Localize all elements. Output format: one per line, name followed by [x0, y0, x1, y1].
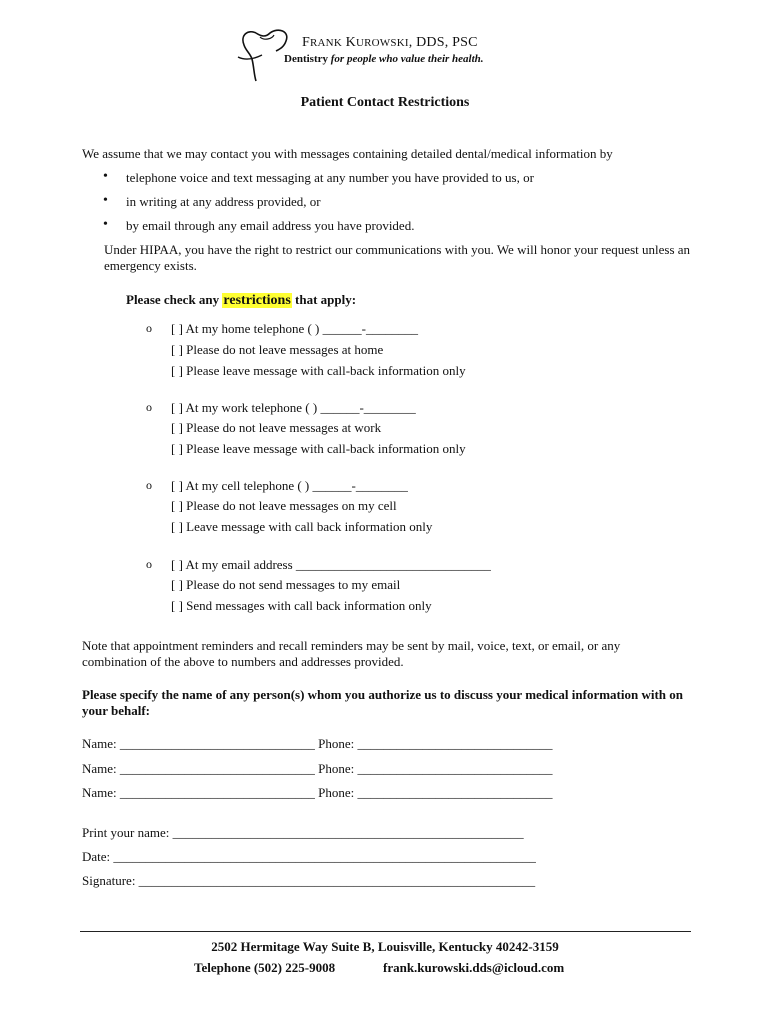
check-prompt — [126, 292, 356, 309]
bullet-item-phone: telephone voice and text messaging at any number you have provided to us, or — [126, 170, 534, 185]
bullet-item-email: by email through any email address you have provided. — [126, 218, 415, 233]
tagline — [284, 53, 484, 65]
checkbox-home-telephone[interactable]: [ ] At my home telephone ( ) ______-________ — [171, 321, 418, 336]
practice-suffix: , DDS, PSC — [408, 35, 478, 50]
checkbox-no-messages-cell[interactable]: [ ] Please do not leave messages on my cell — [171, 498, 397, 513]
check-prompt-after: that apply: — [291, 292, 357, 307]
authorize-text: Please specify the name of any person(s) whom you authorize us to discuss your medical information with on your behalf: — [82, 687, 684, 718]
check-prompt-before: Please check any — [126, 292, 223, 307]
tagline-rest: for people who value their health. — [328, 53, 484, 65]
date-field[interactable]: Date: _________________________________________________________________ — [82, 849, 536, 864]
footer-address: 2502 Hermitage Way Suite B, Louisville, Kentucky 40242-3159 — [211, 939, 559, 954]
circle-bullet-icon: o — [146, 400, 152, 414]
footer-phone: Telephone (502) 225-9008 — [194, 960, 336, 975]
checkbox-callback-home[interactable]: [ ] Please leave message with call-back information only — [171, 363, 466, 378]
bullet-icon: • — [103, 193, 108, 208]
checkbox-cell-telephone[interactable]: [ ] At my cell telephone ( ) ______-________ — [171, 478, 408, 493]
authorized-contact-row-3[interactable]: Name: ______________________________ Phone: ______________________________ — [82, 785, 553, 800]
checkbox-work-telephone[interactable]: [ ] At my work telephone ( ) ______-________ — [171, 400, 416, 415]
authorized-contact-row-1[interactable]: Name: ______________________________ Phone: ______________________________ — [82, 736, 553, 751]
print-name-field[interactable]: Print your name: ______________________________________________________ — [82, 825, 524, 840]
practice-name-initial-first: F — [302, 35, 310, 50]
checkbox-no-messages-work[interactable]: [ ] Please do not leave messages at work — [171, 420, 382, 435]
circle-bullet-icon: o — [146, 557, 152, 571]
checkbox-callback-email[interactable]: [ ] Send messages with call back information only — [171, 598, 432, 613]
highlighted-restrictions: restrictions — [223, 293, 291, 308]
circle-bullet-icon: o — [146, 321, 152, 335]
tagline-dentistry: Dentistry — [284, 53, 328, 65]
practice-name-first-rest: RANK — [310, 37, 342, 49]
intro-text: We assume that we may contact you with messages containing detailed dental/medical information by — [82, 146, 613, 161]
bullet-icon: • — [103, 169, 108, 184]
checkbox-no-messages-home[interactable]: [ ] Please do not leave messages at home — [171, 342, 384, 357]
footer-divider — [80, 931, 691, 932]
checkbox-callback-cell[interactable]: [ ] Leave message with call back information only — [171, 519, 433, 534]
document-title: Patient Contact Restrictions — [300, 95, 470, 110]
checkbox-no-messages-email[interactable]: [ ] Please do not send messages to my email — [171, 577, 401, 592]
checkbox-callback-work[interactable]: [ ] Please leave message with call-back information only — [171, 441, 466, 456]
bullet-icon: • — [103, 217, 108, 232]
bullet-item-writing: in writing at any address provided, or — [126, 194, 321, 209]
footer-email: frank.kurowski.dds@icloud.com — [383, 960, 565, 975]
authorized-contact-row-2[interactable]: Name: ______________________________ Phone: ______________________________ — [82, 761, 553, 776]
practice-name — [302, 35, 478, 51]
circle-bullet-icon: o — [146, 478, 152, 492]
hipaa-text: Under HIPAA, you have the right to restrict our communications with you. We will honor your request unless an emergency exists. — [104, 242, 691, 273]
signature-field[interactable]: Signature: _____________________________________________________________ — [82, 873, 536, 888]
note-text: Note that appointment reminders and recall reminders may be sent by mail, voice, text, or email, or any combination of the above to numbers and addresses provided. — [82, 638, 621, 669]
checkbox-email-address[interactable]: [ ] At my email address ______________________________ — [171, 557, 491, 572]
practice-name-initial-last: K — [345, 35, 356, 50]
practice-name-last-rest: UROWSKI — [355, 37, 409, 49]
